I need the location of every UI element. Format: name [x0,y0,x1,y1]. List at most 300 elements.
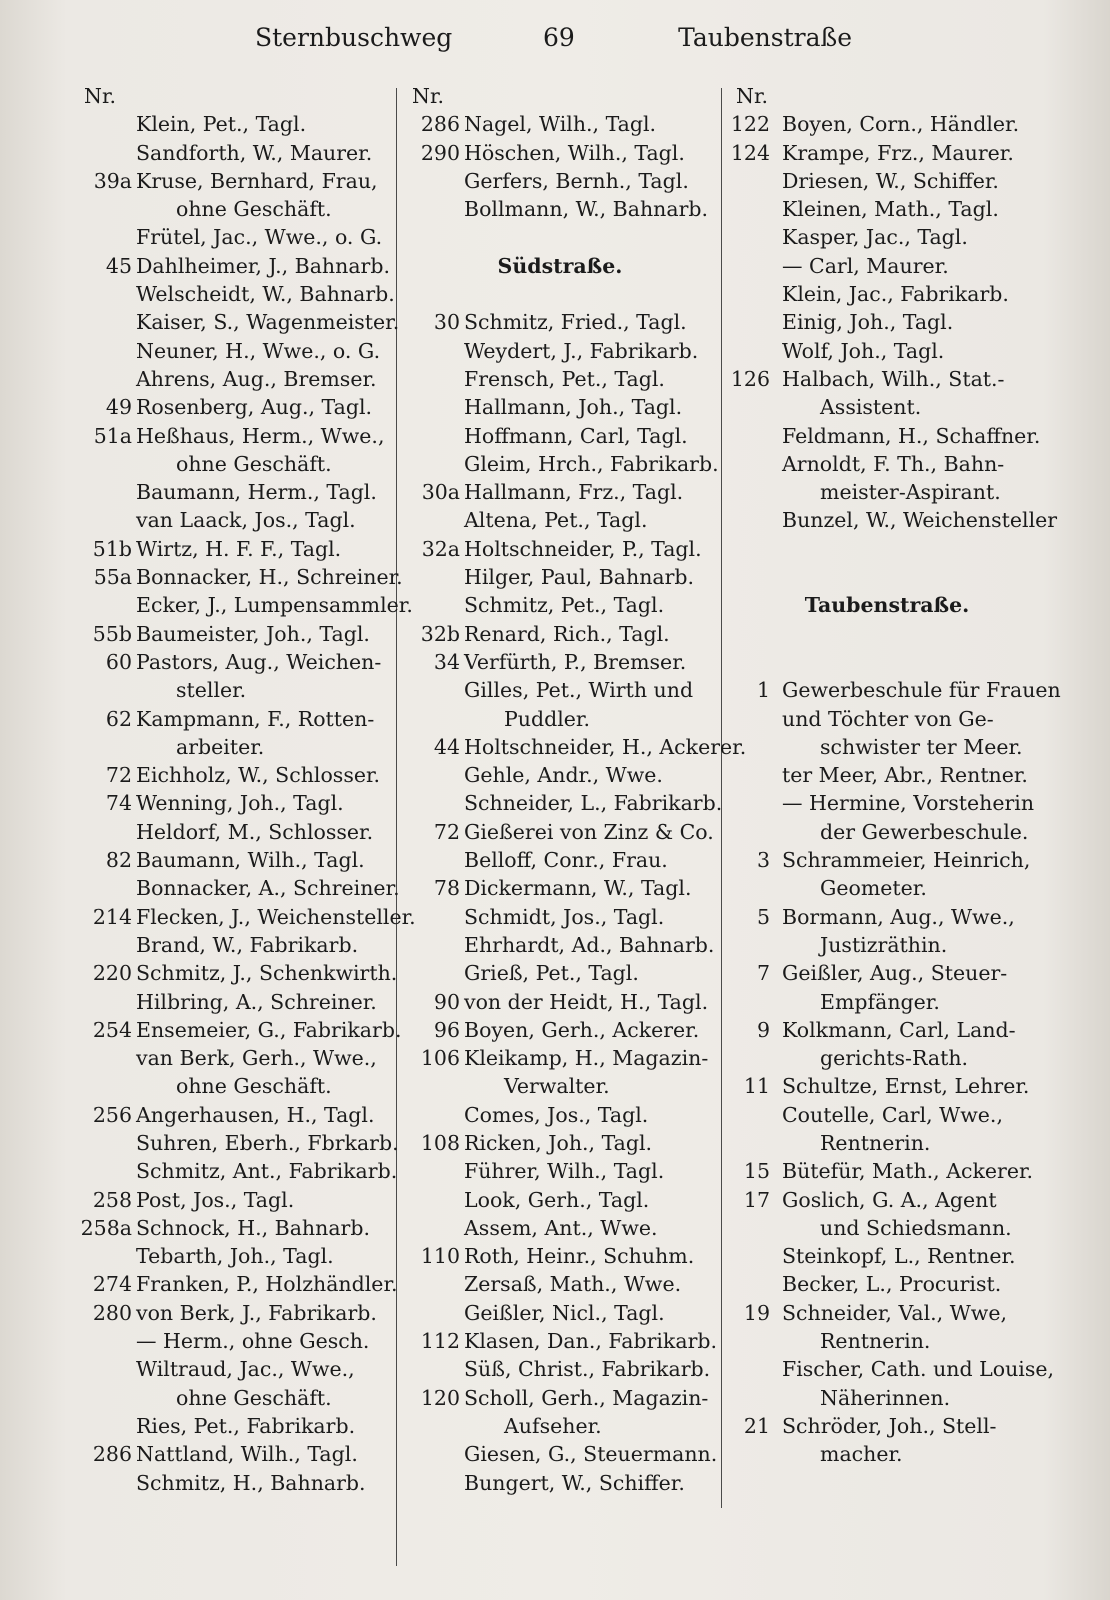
directory-entry [728,167,1046,195]
house-number: 112 [420,1329,460,1354]
house-number: 110 [420,1244,460,1269]
entry-continuation [728,478,1046,506]
directory-entry [728,308,1046,336]
house-number: 126 [730,366,770,391]
resident-text: Dickermann, W., Tagl. [464,876,692,901]
house-number: 78 [433,876,460,901]
resident-text: Holtschneider, P., Tagl. [464,536,702,561]
directory-entry [76,818,388,846]
directory-entry [728,1101,1046,1129]
directory-entry [76,1412,388,1440]
house-number-column-label [404,82,716,110]
house-number: 258 [92,1187,132,1212]
resident-text: Bormann, Aug., Wwe., [782,904,1015,929]
directory-entry [404,1157,716,1185]
directory-entry [404,1270,716,1298]
resident-text: Baumann, Wilh., Tagl. [136,848,365,873]
resident-text: Boyen, Corn., Händler. [782,112,1020,137]
directory-entry [76,139,388,167]
directory-entry [728,1270,1046,1298]
resident-text: Verwalter. [504,1074,610,1099]
directory-entry [728,1412,1046,1440]
directory-entry [404,648,716,676]
house-number: 21 [743,1413,770,1438]
house-number: 5 [756,904,770,929]
directory-entry [76,337,388,365]
house-number: 30a [421,480,460,505]
directory-entry [76,591,413,619]
house-number: 108 [420,1130,460,1155]
resident-text: Kampmann, F., Rotten- [136,706,375,731]
resident-text: Puddler. [504,706,590,731]
house-number: 51b [92,536,132,561]
directory-entry [404,1186,716,1214]
resident-text: Klein, Jac., Fabrikarb. [782,282,1009,307]
resident-text: Krampe, Frz., Maurer. [782,140,1014,165]
directory-entry [76,393,388,421]
directory-entry [76,789,388,817]
directory-entry [404,1214,716,1242]
resident-text: Boyen, Gerh., Ackerer. [464,1017,700,1042]
directory-entry [76,1242,388,1270]
resident-text: Klein, Pet., Tagl. [136,112,307,137]
resident-text: Frütel, Jac., Wwe., o. G. [136,225,383,250]
directory-entry [76,1214,388,1242]
directory-entry [728,1186,1046,1214]
house-number: 96 [433,1017,460,1042]
directory-entry [404,874,716,902]
house-number: 1 [756,678,770,703]
directory-entry [76,761,388,789]
house-number: 286 [420,112,460,137]
house-number: 49 [105,395,132,420]
resident-text: Driesen, W., Schiffer. [782,168,999,193]
directory-entry [728,1355,1055,1383]
directory-entry [404,1299,716,1327]
house-number: 11 [743,1074,770,1099]
resident-text: Tebarth, Joh., Tagl. [136,1244,334,1269]
resident-text: Gleim, Hrch., Fabrikarb. [464,451,719,476]
directory-entry [404,1327,716,1355]
house-number: 9 [756,1017,770,1042]
resident-text: Verfürth, P., Bremser. [464,649,687,674]
resident-text: Geometer. [820,876,927,901]
house-number: 60 [105,649,132,674]
resident-text: Wirtz, H. F. F., Tagl. [136,536,342,561]
directory-entry [404,563,716,591]
resident-text: Kasper, Jac., Tagl. [782,225,968,250]
entry-continuation [728,1214,1046,1242]
resident-text: Näherinnen. [820,1385,951,1410]
entry-continuation [728,1044,1046,1072]
house-number: 254 [92,1017,132,1042]
resident-text: Arnoldt, F. Th., Bahn- [782,451,1005,476]
house-number: 55a [93,565,132,590]
entry-continuation [404,1072,716,1100]
house-number: 256 [92,1102,132,1127]
resident-text: Heldorf, M., Schlosser. [136,819,374,844]
resident-text: schwister ter Meer. [820,734,1023,759]
directory-entry [404,139,716,167]
house-number: 17 [743,1187,770,1212]
resident-text: Ehrhardt, Ad., Bahnarb. [464,932,715,957]
entry-continuation [728,818,1046,846]
directory-entry [728,139,1046,167]
house-number: 34 [433,649,460,674]
directory-entry [404,988,716,1016]
directory-entry [404,422,716,450]
resident-text: Hilbring, A., Schreiner. [136,989,377,1014]
directory-entry [76,959,398,987]
directory-entry [404,393,716,421]
directory-entry [404,1242,716,1270]
street-heading [728,591,1046,619]
directory-entry [728,1072,1046,1100]
house-number-column-label [76,82,388,110]
resident-text: Neuner, H., Wwe., o. G. [136,338,381,363]
resident-text: und Schiedsmann. [820,1215,1012,1240]
resident-text: Altena, Pet., Tagl. [464,508,648,533]
directory-entry [728,1299,1046,1327]
directory-entry [728,450,1046,478]
resident-text: Suhren, Eberh., Fbrkarb. [136,1130,399,1155]
directory-entry [76,1327,388,1355]
resident-text: Schmitz, J., Schenkwirth. [136,961,398,986]
house-number: 45 [105,253,132,278]
resident-text: gerichts-Rath. [820,1046,969,1071]
directory-entry [76,1044,388,1072]
resident-text: Assistent. [820,395,922,420]
directory-entry [76,1270,398,1298]
directory-entry [404,535,716,563]
resident-text: Einig, Joh., Tagl. [782,310,954,335]
directory-entry [76,563,403,591]
resident-text: Comes, Jos., Tagl. [464,1102,649,1127]
blank-line [728,535,1046,563]
house-number-column-label [728,82,1046,110]
entry-continuation [76,1072,388,1100]
running-head-right: Taubenstraße [678,23,852,52]
directory-entry [76,1016,402,1044]
resident-text: Bunzel, W., Weichensteller [782,508,1058,533]
resident-text: Goslich, G. A., Agent [782,1187,997,1212]
entry-continuation [728,931,1046,959]
entry-continuation [728,733,1046,761]
resident-text: Schneider, Val., Wwe, [782,1300,1007,1325]
resident-text: Ricken, Joh., Tagl. [464,1130,653,1155]
resident-text: Hallmann, Frz., Tagl. [464,480,684,505]
resident-text: Feldmann, H., Schaffner. [782,423,1041,448]
directory-entry [404,337,716,365]
resident-text: Grieß, Pet., Tagl. [464,961,639,986]
directory-entry [404,1016,716,1044]
directory-entry [404,110,716,138]
directory-entry [728,761,1046,789]
directory-entry [76,365,388,393]
resident-text: Scholl, Gerh., Magazin- [464,1385,709,1410]
resident-text: Post, Jos., Tagl. [136,1187,295,1212]
resident-text: van Laack, Jos., Tagl. [136,508,356,533]
directory-entry [728,1242,1046,1270]
resident-text: Flecken, J., Weichensteller. [136,904,416,929]
blank-line [404,223,716,251]
directory-entry [76,308,400,336]
directory-entry [76,648,388,676]
house-number: 90 [433,989,460,1014]
house-number: 122 [730,112,770,137]
directory-entry [76,874,400,902]
house-number: 274 [92,1272,132,1297]
directory-entry [404,1044,716,1072]
resident-text: Bollmann, W., Bahnarb. [464,197,709,222]
directory-entry [76,167,388,195]
street-heading [404,252,716,280]
blank-line [404,280,716,308]
directory-entry [404,846,716,874]
resident-text: — Carl, Maurer. [782,253,949,278]
resident-text: Welscheidt, W., Bahnarb. [136,282,395,307]
resident-text: Gehle, Andr., Wwe. [464,763,663,788]
resident-text: ter Meer, Abr., Rentner. [782,763,1028,788]
directory-entry [76,1157,398,1185]
house-number: 286 [92,1442,132,1467]
resident-text: Schröder, Joh., Stell- [782,1413,997,1438]
directory-entry [404,959,716,987]
house-number: 7 [756,961,770,986]
directory-entry [404,903,716,931]
resident-text: ohne Geschäft. [176,197,332,222]
resident-text: Brand, W., Fabrikarb. [136,932,359,957]
directory-entry [404,591,716,619]
resident-text: Angerhausen, H., Tagl. [136,1102,375,1127]
resident-text: Schultze, Ernst, Lehrer. [782,1074,1030,1099]
directory-entry [404,1101,716,1129]
house-number: 106 [420,1046,460,1071]
directory-entry [76,1186,388,1214]
directory-entry [76,988,388,1016]
resident-text: Giesen, G., Steuermann. [464,1442,718,1467]
resident-text: Hilger, Paul, Bahnarb. [464,565,695,590]
resident-text: Rentnerin. [820,1329,931,1354]
directory-entry [76,1129,399,1157]
resident-text: Coutelle, Carl, Wwe., [782,1102,1003,1127]
directory-entry [728,846,1046,874]
house-number: 19 [743,1300,770,1325]
resident-text: Eichholz, W., Schlosser. [136,763,381,788]
resident-text: Schmidt, Jos., Tagl. [464,904,665,929]
directory-entry [404,931,716,959]
resident-text: und Töchter von Ge- [782,706,994,731]
resident-text: Gießerei von Zinz & Co. [464,819,714,844]
house-number: Nr. [84,84,117,108]
directory-entry [404,167,716,195]
resident-text: Holtschneider, H., Ackerer. [464,734,747,759]
resident-text: Heßhaus, Herm., Wwe., [136,423,385,448]
resident-text: Gilles, Pet., Wirth und [464,678,694,703]
directory-entry [728,337,1046,365]
directory-entry [404,195,716,223]
directory-entry [728,789,1046,817]
directory-entry [404,308,716,336]
entry-continuation [76,195,388,223]
resident-text: Baumann, Herm., Tagl. [136,480,377,505]
street-name: Südstraße. [497,253,623,278]
resident-text: Kleikamp, H., Magazin- [464,1046,709,1071]
resident-text: Bütefür, Math., Ackerer. [782,1159,1034,1184]
column-3 [728,82,1061,1469]
house-number: 3 [756,848,770,873]
directory-entry [76,535,388,563]
directory-entry [76,223,388,251]
resident-text: Kolkmann, Carl, Land- [782,1017,1016,1042]
resident-text: Kaiser, S., Wagenmeister. [136,310,400,335]
resident-text: Becker, L., Procurist. [782,1272,1002,1297]
entry-continuation [76,676,388,704]
resident-text: — Herm., ohne Gesch. [136,1329,370,1354]
entry-continuation [76,733,388,761]
directory-entry [728,959,1046,987]
directory-entry [728,676,1061,704]
directory-entry [404,450,719,478]
column-2 [404,82,747,1497]
house-number: 30 [433,310,460,335]
resident-text: Schrammeier, Heinrich, [782,848,1031,873]
directory-entry [728,1157,1046,1185]
resident-text: Bungert, W., Schiffer. [464,1470,685,1495]
directory-entry [728,705,1046,733]
resident-text: Wiltraud, Jac., Wwe., [136,1357,355,1382]
house-number: 39a [93,168,132,193]
resident-text: Renard, Rich., Tagl. [464,621,670,646]
directory-entry [404,1129,716,1157]
house-number: 120 [420,1385,460,1410]
directory-entry [728,252,1046,280]
directory-entry [404,1355,716,1383]
directory-entry [404,506,716,534]
resident-text: Schmitz, Ant., Fabrikarb. [136,1159,398,1184]
column-1 [76,82,416,1497]
resident-text: Gerfers, Bernh., Tagl. [464,168,689,193]
resident-text: Frensch, Pet., Tagl. [464,366,665,391]
house-number: 124 [730,140,770,165]
resident-text: Halbach, Wilh., Stat.- [782,366,1005,391]
house-number: 280 [92,1300,132,1325]
directory-entry [76,903,416,931]
resident-text: Dahlheimer, J., Bahnarb. [136,253,390,278]
directory-entry [728,280,1046,308]
directory-entry [76,280,395,308]
resident-text: Wenning, Joh., Tagl. [136,791,344,816]
resident-text: Fischer, Cath. und Louise, [782,1357,1055,1382]
house-number: 51a [93,423,132,448]
house-number: 82 [105,848,132,873]
directory-entry [728,903,1046,931]
resident-text: van Berk, Gerh., Wwe., [136,1046,377,1071]
entry-continuation [404,705,716,733]
resident-text: — Hermine, Vorsteherin [782,791,1035,816]
directory-entry [76,620,388,648]
resident-text: Baumeister, Joh., Tagl. [136,621,370,646]
entry-continuation [728,1384,1046,1412]
house-number: 290 [420,140,460,165]
directory-entry [404,789,723,817]
resident-text: arbeiter. [176,734,265,759]
resident-text: Schmitz, Pet., Tagl. [464,593,665,618]
resident-text: der Gewerbeschule. [820,819,1029,844]
resident-text: Roth, Heinr., Schuhm. [464,1244,695,1269]
resident-text: meister-Aspirant. [820,480,1001,505]
house-number: 62 [105,706,132,731]
running-head-left: Sternbuschweg [255,23,453,52]
house-number: 32a [421,536,460,561]
resident-text: ohne Geschäft. [176,1385,332,1410]
resident-text: Franken, P., Holzhändler. [136,1272,398,1297]
blank-line [728,563,1046,591]
page-number: 69 [543,23,575,52]
directory-entry [404,818,716,846]
directory-entry [728,506,1058,534]
entry-continuation [404,1412,716,1440]
house-number: 55b [92,621,132,646]
resident-text: Schmitz, H., Bahnarb. [136,1470,366,1495]
resident-text: macher. [820,1442,903,1467]
directory-entry [404,478,716,506]
resident-text: Höschen, Wilh., Tagl. [464,140,685,165]
resident-text: Sandforth, W., Maurer. [136,140,373,165]
directory-entry [76,252,388,280]
directory-entry [404,676,716,704]
resident-text: Geißler, Aug., Steuer- [782,961,1008,986]
house-number: 72 [105,763,132,788]
entry-continuation [728,1440,1046,1468]
house-number: 214 [92,904,132,929]
resident-text: Pastors, Aug., Weichen- [136,649,382,674]
resident-text: Schnock, H., Bahnarb. [136,1215,370,1240]
directory-entry [76,931,388,959]
directory-entry [76,478,388,506]
resident-text: Gewerbeschule für Frauen [782,678,1061,703]
resident-text: Ahrens, Aug., Bremser. [136,366,377,391]
resident-text: Rosenberg, Aug., Tagl. [136,395,373,420]
resident-text: Empfänger. [820,989,940,1014]
house-number: 72 [433,819,460,844]
resident-text: steller. [176,678,247,703]
resident-text: von Berk, J., Fabrikarb. [136,1300,377,1325]
resident-text: von der Heidt, H., Tagl. [464,989,709,1014]
directory-entry [76,1469,388,1497]
resident-text: Aufseher. [504,1413,602,1438]
directory-entry [404,620,716,648]
resident-text: Geißler, Nicl., Tagl. [464,1300,665,1325]
resident-text: Kruse, Bernhard, Frau, [136,168,378,193]
resident-text: Bonnacker, H., Schreiner. [136,565,403,590]
resident-text: Bonnacker, A., Schreiner. [136,876,400,901]
resident-text: Assem, Ant., Wwe. [464,1215,658,1240]
resident-text: Kleinen, Math., Tagl. [782,197,999,222]
resident-text: ohne Geschäft. [176,1074,332,1099]
resident-text: Justizräthin. [820,932,948,957]
directory-entry [76,110,388,138]
resident-text: Klasen, Dan., Fabrikarb. [464,1329,718,1354]
entry-continuation [728,874,1046,902]
directory-entry [728,365,1046,393]
directory-entry [76,1440,388,1468]
resident-text: Ecker, J., Lumpensammler. [136,593,413,618]
resident-text: Hoffmann, Carl, Tagl. [464,423,688,448]
directory-entry [728,422,1046,450]
resident-text: Ries, Pet., Fabrikarb. [136,1413,356,1438]
directory-entry [404,1469,716,1497]
